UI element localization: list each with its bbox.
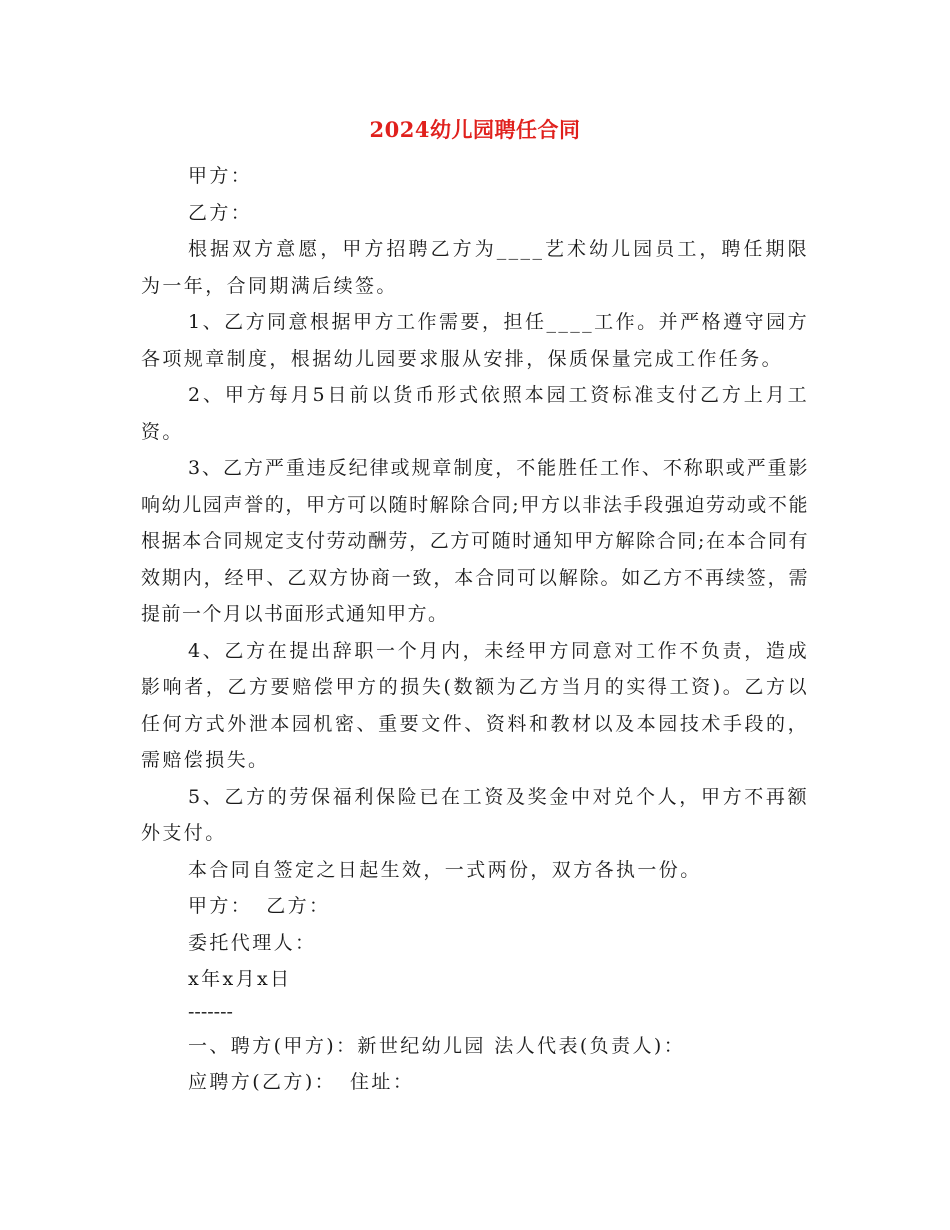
signature-line xyxy=(141,888,809,925)
sign-party-b: 乙方： xyxy=(266,895,331,917)
clause-3: 3、乙方严重违反纪律或规章制度，不能胜任工作、不称职或严重影响幼儿园声誉的，甲方可以随时解除合同;甲方以非法手段强迫劳动或不能根据本合同规定支付劳动酬劳，乙方可随时通知甲方解除合同;在本合同有效期内，经甲、乙双方协商一致，本合同可以解除。如乙方不再续签，需提前一个月以书面形式通知甲方。 xyxy=(141,457,809,625)
applicant-label: 应聘方(乙方)： xyxy=(188,1071,337,1093)
date-line: x年x月x日 xyxy=(188,968,292,990)
clause-1: 1、乙方同意根据甲方工作需要，担任____工作。并严格遵守园方各项规章制度，根据幼儿园要求服从安排，保质保量完成工作任务。 xyxy=(141,311,809,370)
party-a-label: 甲方： xyxy=(188,165,253,187)
clause-4: 4、乙方在提出辞职一个月内，未经甲方同意对工作不负责，造成影响者，乙方要赔偿甲方的损失(数额为乙方当月的实得工资)。乙方以任何方式外泄本园机密、重要文件、资料和教材以及本园技术手段的，需赔偿损失。 xyxy=(141,639,809,771)
sign-party-a: 甲方： xyxy=(188,895,253,917)
section-divider: ------- xyxy=(188,1000,233,1023)
party-b-label: 乙方： xyxy=(188,201,253,224)
document-body xyxy=(141,158,809,1101)
intro-paragraph: 根据双方意愿，甲方招聘乙方为____艺术幼儿园员工，聘任期限为一年，合同期满后续签。 xyxy=(141,238,809,297)
section-one-heading: 一、聘方(甲方)：新世纪幼儿园 法人代表(负责人)： xyxy=(188,1034,686,1057)
address-label: 住址： xyxy=(350,1071,415,1093)
clause-2: 2、甲方每月5日前以货币形式依照本园工资标准支付乙方上月工资。 xyxy=(141,384,809,443)
document-title: 2024幼儿园聘任合同 xyxy=(369,117,581,142)
clause-5: 5、乙方的劳保福利保险已在工资及奖金中对兑个人，甲方不再额外支付。 xyxy=(141,785,809,844)
applicant-line xyxy=(141,1064,809,1101)
effective-paragraph: 本合同自签定之日起生效，一式两份，双方各执一份。 xyxy=(188,858,702,881)
agent-label: 委托代理人： xyxy=(188,931,317,954)
